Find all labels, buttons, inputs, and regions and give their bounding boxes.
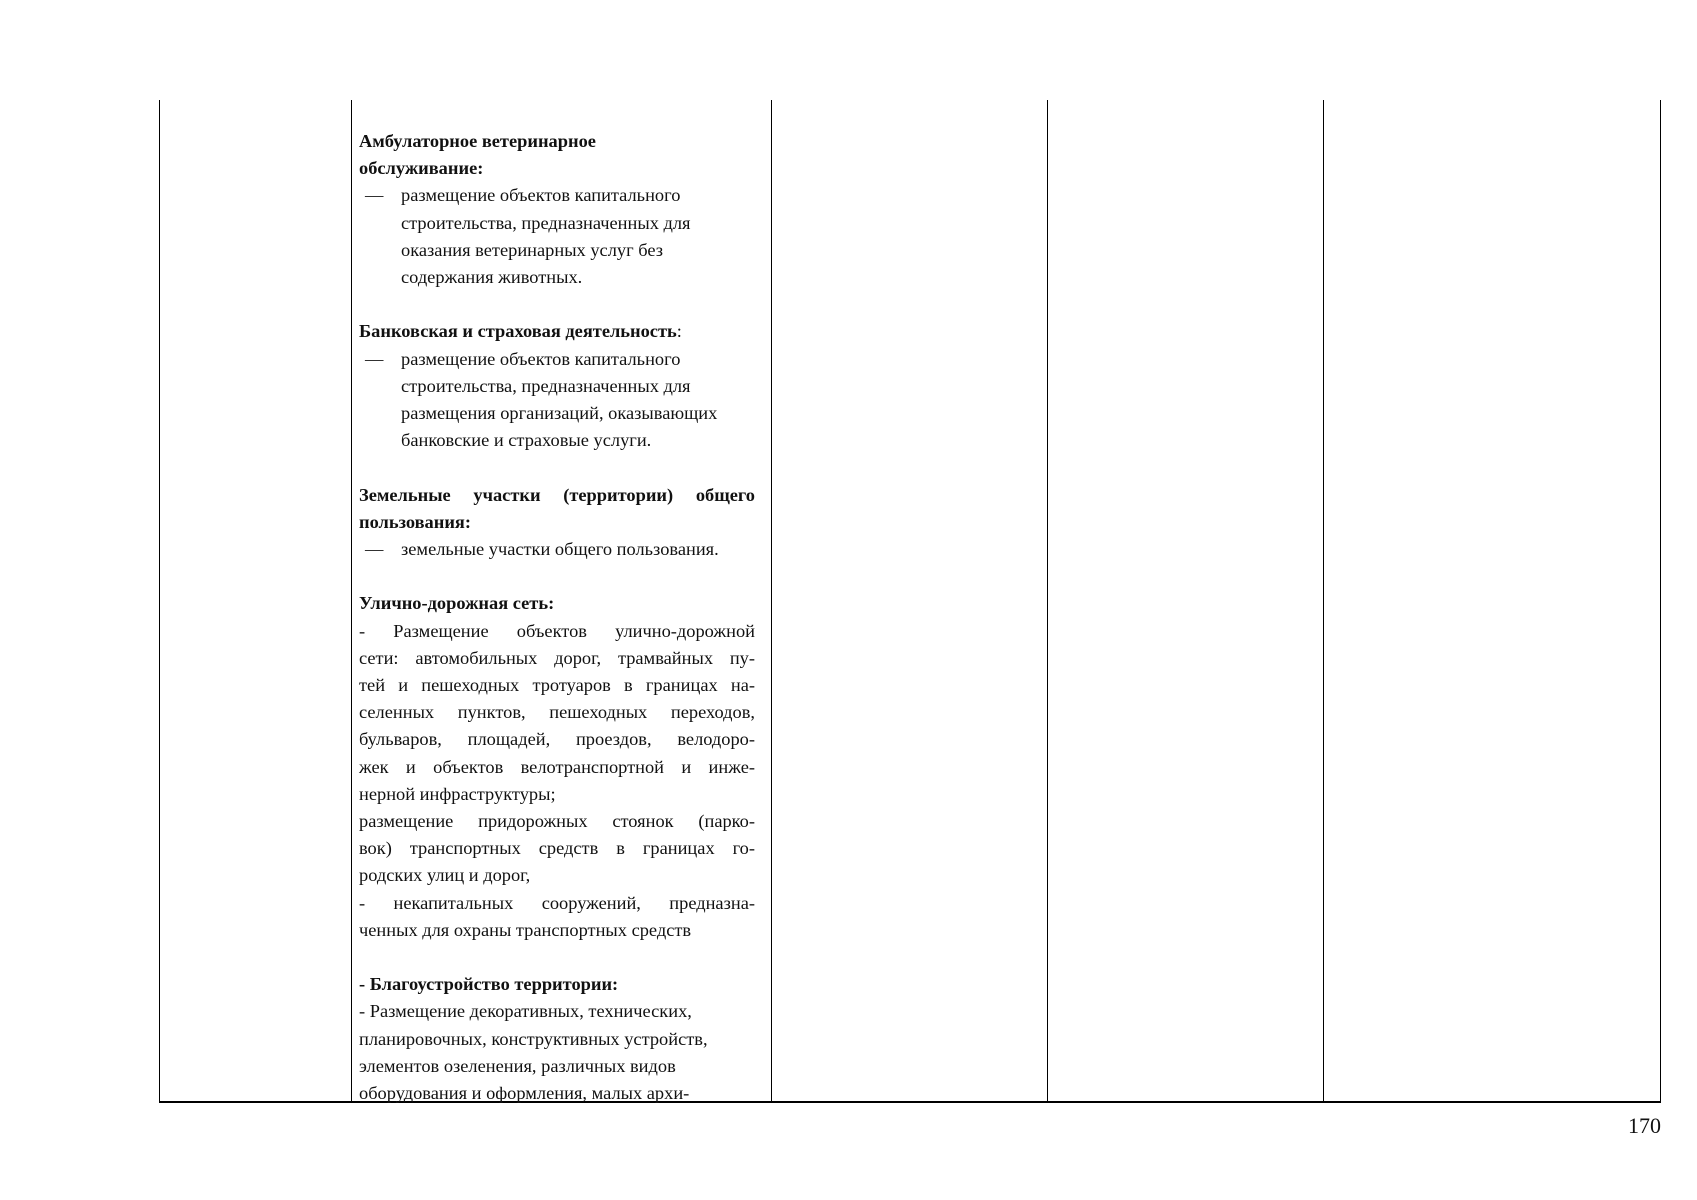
section-bank [359, 318, 755, 454]
column-border [1660, 100, 1661, 1103]
dash-list-item: — земельные участки общего пользования. [359, 536, 755, 563]
column-border [351, 100, 352, 1103]
document-table [159, 100, 1661, 1103]
section-heading: Улично-дорожная сеть: [359, 593, 555, 614]
dash-marker: — [365, 539, 384, 560]
column-border [1047, 100, 1048, 1103]
dash-marker: — [365, 348, 384, 369]
dash-list-item: — размещение объектов капитального строительства, предназначенных для размещения организаций, оказывающих банковские и страховые услуги. [359, 346, 755, 455]
section-public-land [359, 482, 755, 564]
section-vet [359, 128, 755, 291]
section-paragraph: - Размещение декоративных, технических, планировочных, конструктивных устройств, элементов озеленения, различных видов оборудования и оформления, малых архи- [359, 1001, 708, 1104]
column-border [159, 100, 160, 1103]
dash-list-item: — размещение объектов капитального строительства, предназначенных для оказания ветеринарных услуг без содержания животных. [359, 182, 755, 291]
column-border [1323, 100, 1324, 1103]
section-heading: - Благоустройство территории: [359, 974, 619, 995]
section-heading: Банковская и страховая деятельность: [359, 321, 682, 342]
dash-marker: — [365, 185, 384, 206]
section-heading: Амбулаторное ветеринарное обслуживание: [359, 131, 596, 179]
column-border [771, 100, 772, 1103]
section-heading: Земельные участки (территории) общего пользования: [359, 484, 755, 532]
section-road-network [359, 590, 755, 944]
permitted-use-cell [359, 128, 755, 1107]
section-landscaping [359, 971, 755, 1107]
section-paragraph: - Размещение объектов улично-дорожной сети: автомобильных дорог, трамвайных пу- тей и пешеходных тротуаров в границах на- селенных пунктов, пешеходных переходов, бульваров, площадей, проездов, велодоро- жек и объектов велотранспортной и инже- нерной инфраструктуры; размещение придорожных стоянок (парко- вок) транспортных средств в границах го- родских улиц и дорог, - некапитальных сооружений, предназна- ченных для охраны транспортных средств [359, 620, 755, 940]
page-number: 170 [1628, 1113, 1661, 1138]
